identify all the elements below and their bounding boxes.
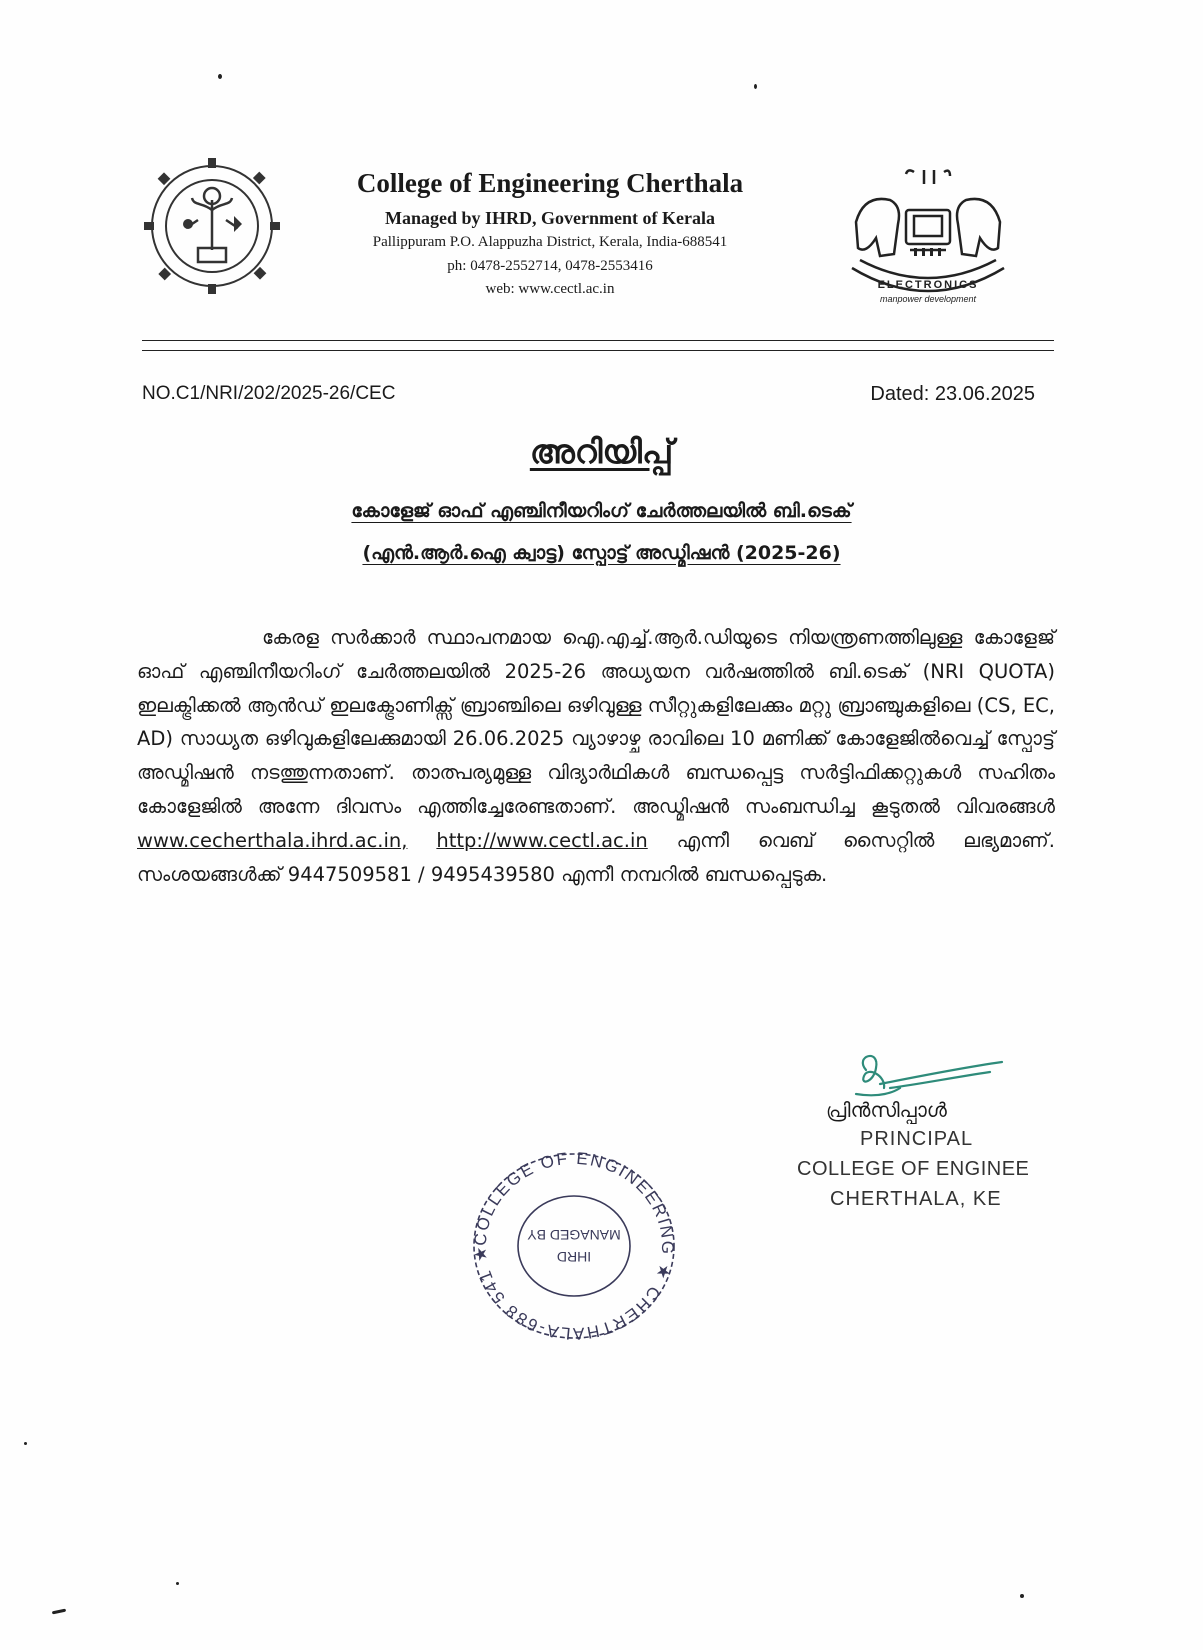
- signature-college: COLLEGE OF ENGINEE: [797, 1158, 1030, 1180]
- signature-location: CHERTHALA, KE: [830, 1188, 1002, 1210]
- scan-speck: [176, 1582, 179, 1585]
- signature-designation-ml: പ്രിൻസിപ്പാൾ: [826, 1098, 947, 1122]
- signature-principal: PRINCIPAL: [860, 1128, 974, 1150]
- subheading-line2-text: (എൻ.ആർ.ഐ ക്വാട്ട) സ്പോട്ട് അഡ്മിഷൻ (2025-26): [362, 542, 841, 564]
- date: Dated: 23.06.2025: [870, 383, 1035, 405]
- scan-speck: [218, 74, 222, 79]
- subheading-line2: [0, 542, 1203, 564]
- college-phone: ph: 0478-2552714, 0478-2553416: [447, 258, 653, 274]
- scan-speck: [754, 84, 757, 89]
- svg-text:COLLEGE OF ENGINEERING ★ CHERT: [471, 1149, 678, 1343]
- scan-speck: [24, 1442, 27, 1445]
- notice-heading: [0, 432, 1203, 472]
- reference-number: NO.C1/NRI/202/2025-26/CEC: [142, 383, 396, 404]
- body-part2: എന്നീ വെബ് സൈറ്റിൽ ലഭ്യമാണ്. സംശയങ്ങൾക്ക് 9447509581 / 9495439580 എന്നീ നമ്പറിൽ ബന്ധപ്പെടുക.: [137, 828, 1055, 886]
- emblem-manpower-label: manpower development: [879, 294, 977, 304]
- electronics-manpower-development-emblem-icon: [836, 164, 1020, 312]
- college-website: web: www.cectl.ac.in: [485, 281, 615, 297]
- college-seal-stamp: [462, 1148, 686, 1344]
- header-divider-top: [142, 340, 1054, 341]
- seal-ring-text: COLLEGE OF ENGINEERING ★ CHERTHALA-688 541 ★: [470, 1148, 678, 1344]
- notice-heading-text: അറിയിപ്പ്: [529, 432, 674, 471]
- notice-body: [137, 621, 1055, 891]
- website-link-ihrd[interactable]: www.cecherthala.ihrd.ac.in,: [137, 828, 408, 852]
- seal-center-line1: IHRD: [556, 1249, 592, 1265]
- header-divider-bottom: [142, 350, 1054, 351]
- college-address: Pallippuram P.O. Alappuzha District, Kerala, India-688541: [372, 234, 728, 250]
- subheading-line1-text: കോളേജ് ഓഫ് എഞ്ചിനീയറിംഗ് ചേർത്തലയിൽ ബി.ടെക്: [351, 500, 852, 522]
- managed-by: Managed by IHRD, Government of Kerala: [385, 208, 715, 228]
- seal-center-line2: MANAGED BY: [527, 1227, 621, 1243]
- scan-speck: [1020, 1594, 1024, 1598]
- scan-speck: [52, 1609, 66, 1615]
- subheading-line1: [0, 500, 1203, 522]
- website-link-cectl[interactable]: http://www.cectl.ac.in: [436, 828, 648, 852]
- body-part1: കേരള സർക്കാർ സ്ഥാപനമായ ഐ.എച്ച്.ആർ.ഡിയുടെ നിയന്ത്രണത്തിലുള്ള കോളേജ് ഓഫ് എഞ്ചിനീയറിംഗ് ചേർത്തലയിൽ 2025-26 അധ്യയന വർഷത്തിൽ ബി.ടെക് (NRI QUOTA) ഇലക്ട്രിക്കൽ ആൻഡ് ഇലക്ട്രോണിക്സ് ബ്രാഞ്ചിലെ ഒഴിവുള്ള സീറ്റുകളിലേക്കും മറ്റു ബ്രാഞ്ചുകളിലെ (CS, EC, AD) സാധ്യത ഒഴിവുകളിലേക്കുമായി 26.06.2025 വ്യാഴാഴ്ച രാവിലെ 10 മണിക്ക് കോളേജിൽവെച്ച് സ്പോട്ട് അഡ്മിഷൻ നടത്തുന്നതാണ്. താത്പര്യമുള്ള വിദ്യാർഥികൾ ബന്ധപ്പെട്ട സർട്ടിഫിക്കറ്റുകൾ സഹിതം കോളേജിൽ അന്നേ ദിവസം എത്തിച്ചേരേണ്ടതാണ്. അഡ്മിഷൻ സംബന്ധിച്ച കൂടുതൽ വിവരങ്ങൾ: [137, 626, 1055, 818]
- college-emblem-icon: [136, 150, 288, 302]
- emblem-electronics-label: ELECTRONICS: [877, 279, 979, 291]
- college-name: College of Engineering Cherthala: [356, 168, 744, 198]
